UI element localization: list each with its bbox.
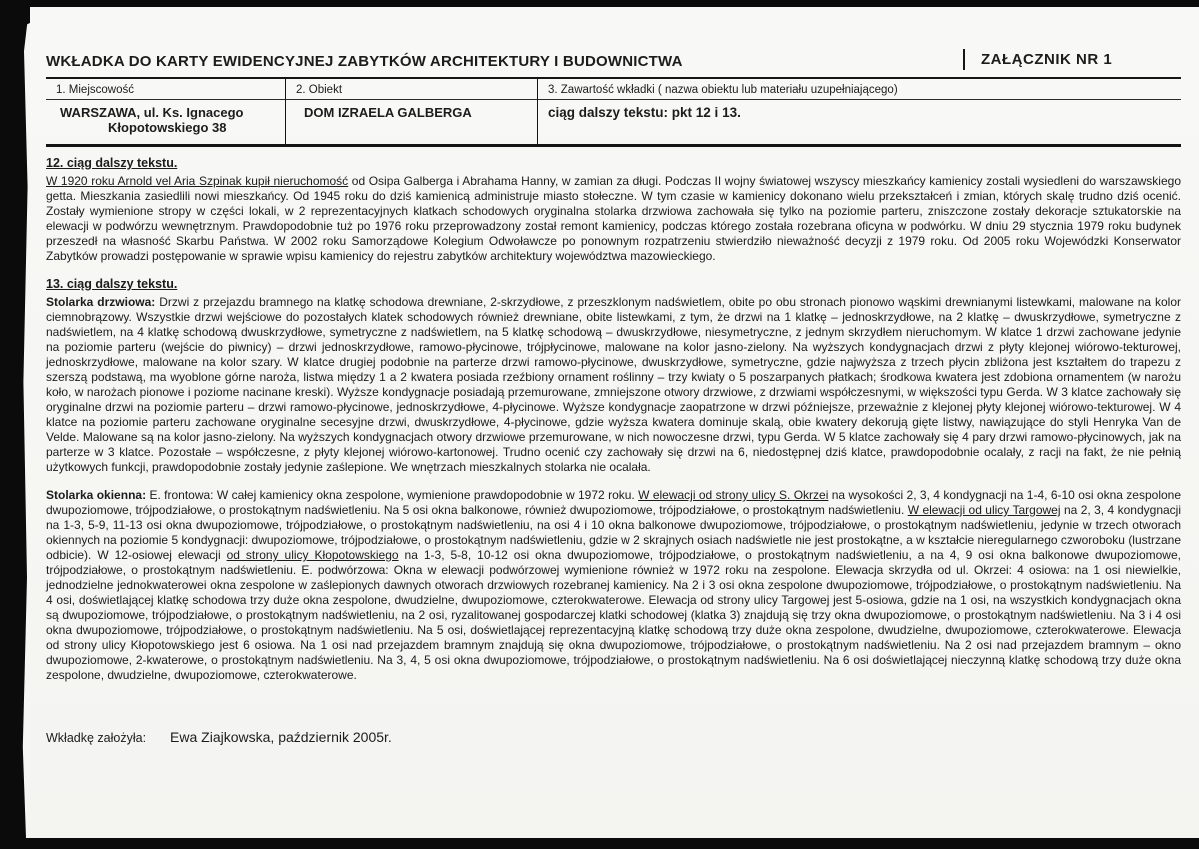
section-12 [46, 156, 1181, 264]
scan-edge-bottom [0, 838, 1199, 849]
footer-label: Wkładkę założyła: [46, 731, 147, 745]
field-zawartosc-label: 3. Zawartość wkładki ( nazwa obiektu lub materiału uzupełniającego) [538, 79, 1181, 100]
field-obiekt-label: 2. Obiekt [286, 79, 538, 100]
scan-edge-left [0, 0, 30, 849]
document-title: WKŁADKA DO KARTY EWIDENCYJNEJ ZABYTKÓW ARCHITEKTURY I BUDOWNICTWA [46, 53, 683, 70]
id-table [46, 79, 1181, 147]
section-12-heading: 12. ciąg dalszy tekstu. [46, 156, 178, 170]
document-header [46, 49, 1181, 79]
scan-edge-top [0, 0, 1199, 7]
field-obiekt-value: DOM IZRAELA GALBERGA [286, 100, 538, 144]
section-13 [46, 277, 1181, 683]
footer-author: Ewa Ziajkowska, październik 2005r. [170, 729, 392, 745]
field-zawartosc-value: ciąg dalszy tekstu: pkt 12 i 13. [548, 105, 741, 120]
section-13-paragraph-windows: Stolarka okienna: E. frontowa: W całej kamienicy okna zespolone, wymienione prawdopodobnie w 1972 roku. W elewacji od strony ulicy S. Okrzei na wysokości 2, 3, 4 kondygnacji na 1-4, 6-10 osi okna zespolone dwupoziomowe, trójpodziałowe, o prostokątnym nadświetleniu. Na 5 osi okna balkonowe, również dwupoziomowe, trójpodziałowe, o prostokątnym nadświetleniu. W elewacji od ulicy Targowej na 2, 3, 4 kondygnacji na 1-3, 5-9, 11-13 osi okna dwupoziomowe, trójpodziałowe, o prostokątnym nadświetleniu, na osi 4 i 10 okna balkonowe dwupoziomowe, trójpodziałowe, o prostokątnym nadświetleniu, jedynie w trzech otworach okiennych na poziomie 5 kondygnacji: dwupoziomowe, trójpodziałowe, o prostokątnym nadświetleniu, gdzie w 2 skrajnych osiach nadświetle nie jest prostokątne, a w kształcie nieregularnego czworoboku (lustrzane odbicie). W 12-osiowej elewacji od strony ulicy Kłopotowskiego na 1-3, 5-8, 10-12 osi okna dwupoziomowe, trójpodziałowe, o prostokątnym nadświetleniu, a na 4, 9 osi okna balkonowe dwupoziomowe, trójpodziałowe, o prostokątnym nadświetleniu. E. podwórzowa: Okna w elewacji podwórzowej wymienione również w 1972 roku na zespolone. Elewacja skrzydła od ul. Okrzei: 4 osiowa: na 1 osi niewielkie, jednodzielne jednokwaterowei okna zespolone w zaślepionych dawnych otworach drzwiowych rozebranej kamienicy. Na 2 i 3 osi okna zespolone dwupoziomowe, trójpodziałowe, o prostokątnym nadświetleniu. Na 4 osi, doświetlającej klatkę schodowa trzy duże okna zespolone, dwudzielne, dwupoziomowe, czterokwaterowe. Elewacja od strony ulicy Targowej jest 5-osiowa, gdzie na 1 osi, na wszystkich kondygnacjach okna są dwupoziomowe, trójpodziałowe, o prostokątnym nadświetleniu, na 2 osi, ryzalitowanej gospodarczej klatki schodowej (klatka 3) znajdują się trzy okna dwupoziomowe, o prostokątnym nadświetleniu. Na 3 i 4 osi okna dwupoziomowe, trójpodziałowe, o prostokątnym nadświetleniu. Na 5 osi, doświetlającej reprezentacyjną klatkę schodową trzy duże okna zespolone, dwudzielne, dwupoziomowe, czterokwaterowe. Elewacja od strony ulicy Kłopotowskiego jest 6 osiowa. Na 1 osi nad przejazdem bramnym znajdują się okna dwupoziomowe, trójpodziałowe, o prostokątnym nadświetleniu. Na 2 osi nad przejazdem bramnym – okno dwupoziomowe, 2-kwaterowe, o prostokątnym nadświetleniu. Na 3, 4, 5 osi okna dwupoziomowe, trójpodziałowe, o prostokątnym nadświetleniu. Na 6 osi doświetlającej nieczynną klatkę schodową trzy duże okna zespolone, dwudzielne, dwupoziomowe, czterokwaterowe. [46, 488, 1182, 682]
section-13-heading: 13. ciąg dalszy tekstu. [46, 277, 178, 291]
miejscowosc-line1: WARSZAWA, ul. Ks. Ignacego [60, 105, 244, 120]
section-13-paragraph-doors: Stolarka drzwiowa: Drzwi z przejazdu bramnego na klatkę schodowa drewniane, 2-skrzydłowe, z przeszklonym nadświetlem, obite po obu stronach pionowo wąskimi drewnianymi listewkami, malowane na kolor ciemnobrązowy. Wszystkie drzwi wejściowe do pozostałych klatek schodowych również drewniane, obite listewkami, z tym, że drzwi na 1 klatkę – jednoskrzydłowe, na 2 klatkę – dwuskrzydłowe, symetryczne z nadświetlem, na 4 klatkę schodową dwuskrzydłowe, symetryczne z nadświetlem, na 5 klatkę schodową – dwuskrzydłowe, niesymetryczne, z jednym skrzydłem nieruchomym. W klatce 1 drzwi zachowane jedynie na poziomie parteru (wejście do piwnicy) – drzwi jednoskrzydłowe, ramowo-płycinowe, trójpłycinowe, malowane na kolor jasno-zielony. Na wyższych kondygnacjach drzwi z płyty klejonej wiórowo-tekturowej, jednoskrzydłowe, malowane na kolor szary. W klatce drugiej podobnie na parterze drzwi ramowo-płycinowe, dwuskrzydłowe, symetryczne, gdzie najwyższa z trzech płycin zbliżona jest kształtem do trapezu z szerszą podstawą, ma wyoblone górne naroża, listwa między 1 a 2 kwatera posiada rzeźbiony ornament roślinny – trzy kwiaty o 5 poszarpanych płatkach; środkowa kwatera jest zdobiona ornamentem (w narożu koło, w narożach pionowe i poziome nacinane kreski). Wyższe kondygnacje posiadają przemurowane, zmniejszone otwory drzwiowe, z drzwiami współczesnymi, w większości typu Gerda. W 3 klatce zachowały się oryginalne drzwi na poziomie parteru – drzwi ramowo-płycinowe, jednoskrzydłowe, 4-płycinowe. Wyższe kondygnacje zaopatrzone w drzwi późniejsze, przeważnie z klejonej płyty klejonej wiórowo-tekturowej. W 4 klatce na poziomie parteru zachowane oryginalne secesyjne drzwi, dwuskrzydłowe, 4-płycinowe, gdzie wyższa kwatera dominuje skalą, obie kwatery dekorują gięte listwy, nawiązujące do styli Henryka Van de Velde. Malowane są na kolor jasno-zielony. Na wyższych kondygnacjach otwory drzwiowe przemurowane, w nich nowoczesne drzwi, typu Gerda. W 5 klatce zachowały się 4 pary drzwi ramowo-płycinowych, jak na parterze w 3 klatce. Pozostałe – współczesne, z płyty klejonej wiórowo-kartonowej. Trudno ocenić czy zachowały się drzwi na 6, niedostępnej dziś klatce, prawdopodobnie ocalały, z racji na fakt, że nie pełnią użytkowych funkcji, prawdopodobnie zostały jedynie zaślepione. We wnętrzach mieszkalnych stolarka nie ocalała. [46, 295, 1181, 474]
annex-label: ZAŁĄCZNIK NR 1 [981, 51, 1113, 68]
miejscowosc-line2: Kłopotowskiego 38 [108, 120, 227, 135]
field-miejscowosc-value [46, 100, 286, 144]
document-footer [46, 729, 1181, 745]
annex-box [963, 49, 1181, 70]
field-miejscowosc-label: 1. Miejscowość [46, 79, 286, 100]
section-12-paragraph: W 1920 roku Arnold vel Aria Szpinak kupił nieruchomość od Osipa Galberga i Abrahama Hanny, w zamian za długi. Podczas II wojny światowej wszyscy mieszkańcy kamienicy zostali wysiedleni do warszawskiego getta. Mieszkania zasiedlili nowi mieszkańcy. Od 1945 roku do dziś kamienicą administruje miasto stołeczne. W tym czasie w kamienicy dokonano wielu przekształceń i zmian, których skalę trudno dziś ocenić. Zostały wymienione stropy w części lokali, w 2 reprezentacyjnych klatkach schodowych oryginalna stolarka drzwiowa zachowała się tylko na poziomie parteru, zniszczone zostały dekoracje sztukatorskie na elewacji w podwórzu wewnętrznym. Prawdopodobnie tuż po 1976 roku przeprowadzony został remont kamienicy, podczas którego została rozebrana oficyna w podwórku. W dniu 29 stycznia 1979 roku budynek przeszedł na własność Skarbu Państwa. W 2002 roku Samorządowe Kolegium Odwoławcze po ponownym rozpatrzeniu stwierdziło nieważność decyzji z 1979 roku. Od 2005 roku Wojewódzki Konserwator Zabytków prowadzi postępowanie w sprawie wpisu kamienicy do rejestru zabytków architektury województwa mazowieckiego. [46, 174, 1181, 263]
document-sheet [30, 7, 1199, 838]
